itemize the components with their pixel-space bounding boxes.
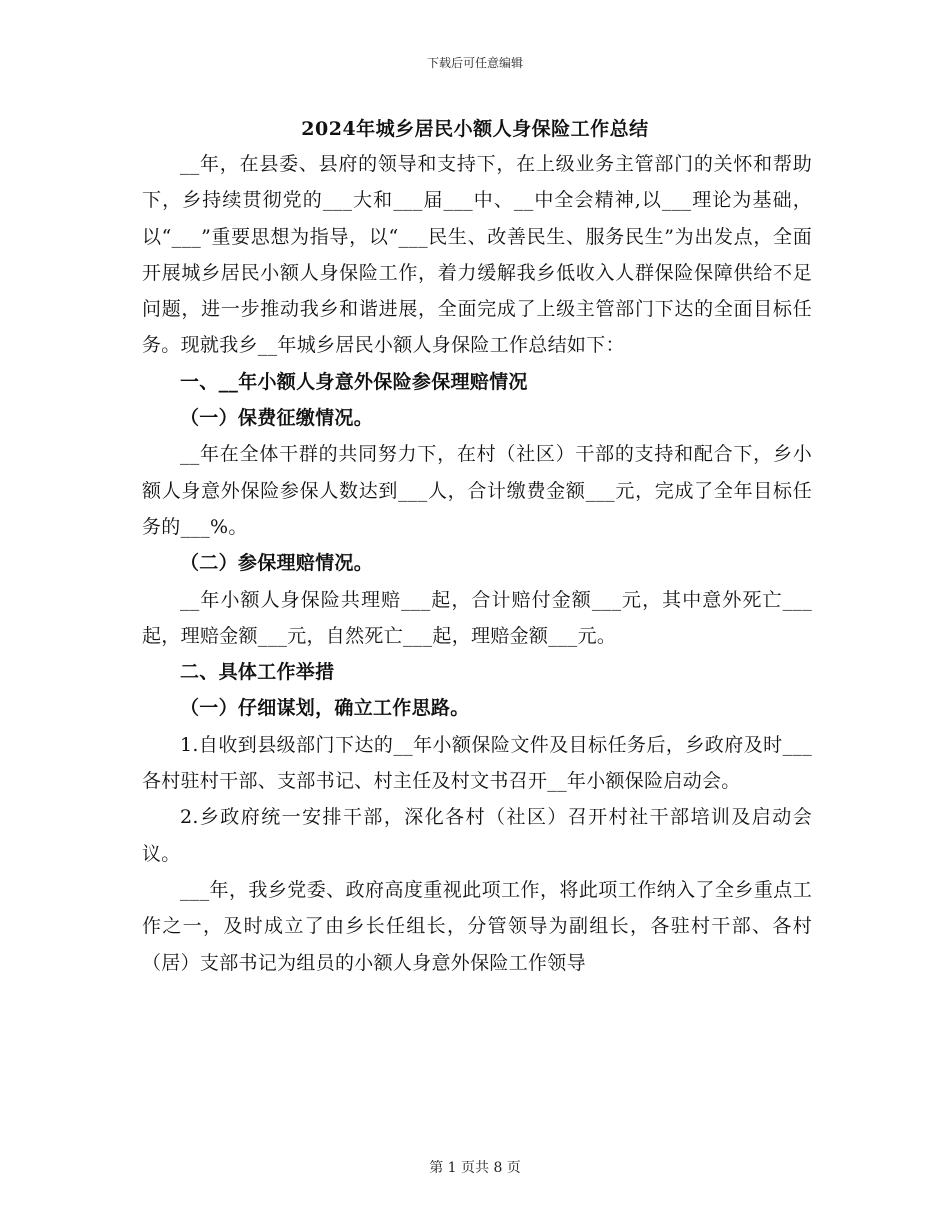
list-item: 1.自收到县级部门下达的__年小额保险文件及目标任务后，乡政府及时___各村驻村干部、支部书记、村主任及村文书召开__年小额保险启动会。: [142, 733, 812, 793]
list-item: 2.乡政府统一安排干部，深化各村（社区）召开村社干部培训及启动会议。: [142, 806, 812, 865]
document-title: 2024年城乡居民小额人身保险工作总结: [301, 118, 649, 140]
section-heading-1: 一、__年小额人身意外保险参保理赔情况: [180, 370, 528, 393]
document-body: [142, 146, 812, 981]
intro-paragraph: __年，在县委、县府的领导和支持下，在上级业务主管部门的关怀和帮助下，乡持续贯彻党的___大和___届___中、__中全会精神,以___理论为基础，以“___”重要思想为指导，以“___民生、改善民生、服务民生”为出发点，全面开展城乡居民小额人身保险工作，着力缓解我乡低收入人群保险保障供给不足问题，进一步推动我乡和谐进展，全面完成了上级主管部门下达的全面目标任务。现就我乡__年城乡居民小额人身保险工作总结如下：: [142, 153, 812, 357]
body-paragraph: __年小额人身保险共理赔___起，合计赔付金额___元，其中意外死亡___起，理赔金额___元，自然死亡___起，理赔金额___元。: [142, 588, 812, 647]
subsection-heading-2-1: （一）仔细谋划，确立工作思路。: [180, 697, 470, 720]
body-paragraph: __年在全体干群的共同努力下，在村（社区）干部的支持和配合下，乡小额人身意外保险参保人数达到___人，合计缴费金额___元，完成了全年目标任务的___%。: [142, 443, 812, 538]
header-note: 下载后可任意编辑: [426, 56, 523, 70]
body-paragraph: ___年，我乡党委、政府高度重视此项工作，将此项工作纳入了全乡重点工作之一，及时成立了由乡长任组长，分管领导为副组长，各驻村干部、各村（居）支部书记为组员的小额人身意外保险工作领导: [142, 878, 812, 974]
subsection-heading-1-2: （二）参保理赔情况。: [180, 552, 374, 575]
page-number: 第 1 页共 8 页: [429, 1160, 521, 1176]
subsection-heading-1-1: （一）保费征缴情况。: [180, 407, 374, 430]
section-heading-2: 二、具体工作举措: [180, 661, 335, 684]
